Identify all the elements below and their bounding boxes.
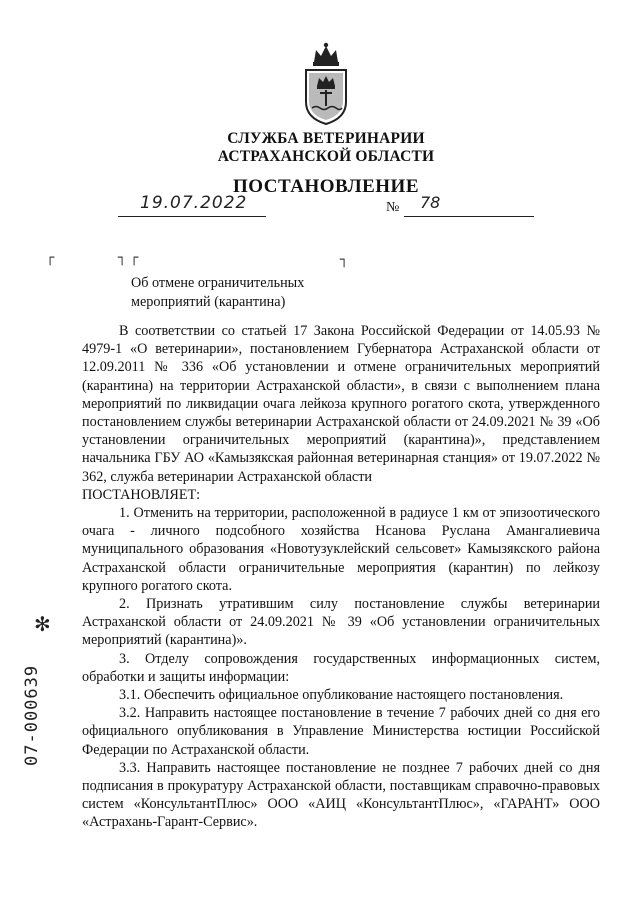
body-paragraph-1: 1. Отменить на территории, расположенной в радиусе 1 км от эпизоотического очага - личного подсобного хозяйства Нсанова Руслана Амангалиевича муниципального образования «Новотузуклейский сельсовет» Камызякского района Астраханской области ограничительные мероприятия (карантин) по лейкозу крупного рогатого скота.	[82, 505, 600, 594]
body-paragraph-2: 2. Признать утратившим силу постановление службы ветеринарии Астраханской области от 24.09.2021 № 39 «Об установлении ограничительных мероприятий (карантина)».	[82, 596, 600, 649]
corner-mark-subject-left: ┌	[130, 250, 139, 266]
organization-name-line2: АСТРАХАНСКОЙ ОБЛАСТИ	[217, 148, 435, 165]
organization-name-line1: СЛУЖБА ВЕТЕРИНАРИИ	[227, 130, 425, 147]
document-type-title: ПОСТАНОВЛЕНИЕ	[232, 176, 420, 197]
subject-line2: мероприятий (карантина)	[131, 294, 286, 310]
document-body	[82, 322, 600, 832]
corner-mark-subject-right: ┐	[118, 250, 127, 266]
subject-line1: Об отмене ограничительных	[131, 275, 305, 291]
corner-mark-left: ┌	[46, 250, 55, 266]
number-label: №	[386, 200, 400, 215]
body-paragraph-3: 3. Отделу сопровождения государственных информационных систем, обработки и защиты информации:	[82, 650, 600, 685]
body-paragraph-preamble: В соответствии со статьей 17 Закона Российской Федерации от 14.05.93 № 4979-1 «О ветеринарии», постановлением Губернатора Астраханской области от 12.09.2011 № 336 «Об установлении и отмене ограничительных мероприятий (карантина) на территории Астраханской области», в связи с выполнением плана мероприятий по ликвидации очага лейкоза крупного рогатого скота, утвержденного постановлением службы ветеринарии Астраханской области от 24.09.2021 № 39 «Об установлении ограничительных мероприятий (карантина)», представлением начальника ГБУ АО «Камызякская районная ветеринарная станция» от 19.07.2022 № 362, служба ветеринарии Астраханской области	[82, 323, 600, 485]
document-subject	[131, 274, 304, 312]
corner-mark-right: ┐	[340, 252, 349, 268]
body-paragraph-3-2: 3.2. Направить настоящее постановление в течение 7 рабочих дней со дня его официального опубликования в Управление Министерства юстиции Российской Федерации по Астраханской области.	[82, 705, 600, 758]
margin-mark: ✻	[34, 612, 51, 636]
coat-of-arms-icon	[300, 40, 352, 126]
document-number: 78	[420, 193, 441, 212]
body-decree-word: ПОСТАНОВЛЯЕТ:	[82, 486, 201, 503]
body-paragraph-3-1: 3.1. Обеспечить официальное опубликование настоящего постановления.	[119, 687, 564, 704]
margin-serial-number: 07-000639	[22, 664, 42, 766]
body-paragraph-3-3: 3.3. Направить настоящее постановление не позднее 7 рабочих дней со дня подписания в прокуратуру Астраханской области, поставщикам справочно-правовых систем «КонсультантПлюс» ООО «АИЦ «КонсультантПлюс», «ГАРАНТ» ООО «Астрахань-Гарант-Сервис».	[82, 759, 600, 831]
document-date: 19.07.2022	[140, 193, 248, 213]
